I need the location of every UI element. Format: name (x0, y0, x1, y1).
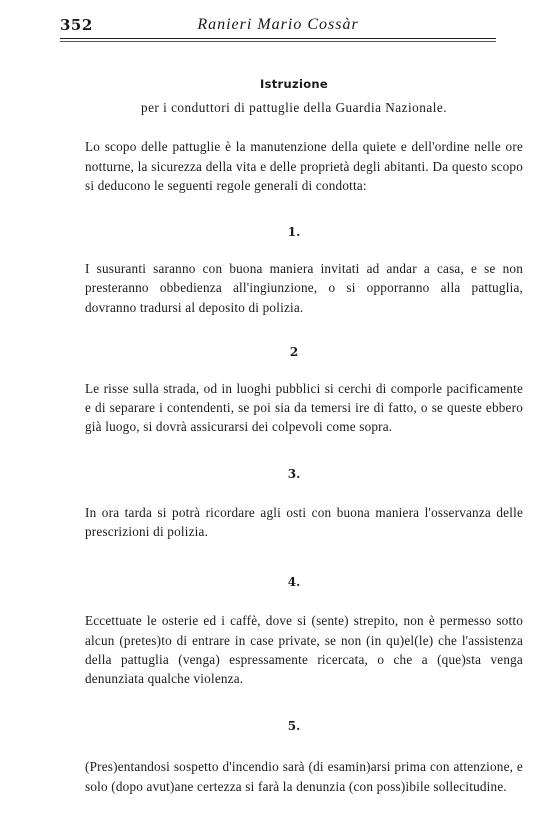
document-subtitle: per i conduttori di pattuglie della Guardia Nazionale. (140, 100, 448, 116)
page-number: 352 (60, 16, 93, 34)
intro-paragraph: Lo scopo delle pattuglie è la manutenzione della quiete e dell'ordine nelle ore notturne, la sicurezza della vita e delle proprietà degli abitanti. Da questo scopo si deducono le seguenti regole generali di condotta: (85, 139, 523, 193)
header-rule (60, 38, 496, 39)
rule-text: In ora tarda si potrà ricordare agli osti con buona maniera l'osservanza delle prescrizioni di polizia. (85, 504, 523, 540)
page-body (85, 75, 523, 796)
page-header (60, 14, 496, 36)
running-title: Ranieri Mario Cossàr (197, 16, 359, 33)
rule-text: Le risse sulla strada, od in luoghi pubblici si cerchi di comporle pacificamente e di separare i contendenti, se poi sia da temersi ire di fatto, o se queste ebbero già luogo, si dovrà assicurarsi dei colpevoli come sopra. (85, 381, 523, 435)
rule-text: Eccettuate le osterie ed i caffè, dove si (sente) strepito, non è permesso sotto alcun (pretes)to di entrare in case private, se non (in qu)el(le) che l'assistenza della pattuglia (venga) espressamente ricercata, o che a (que)sta venga denunziata qualche violenza. (85, 613, 523, 687)
header-rule-thin (60, 41, 496, 42)
rule-number: 5. (287, 719, 301, 734)
rule-number: 4. (287, 575, 301, 590)
rule-number: 2 (289, 344, 299, 359)
rule-number: 1. (287, 225, 301, 240)
rule-text: (Pres)entandosi sospetto d'incendio sarà (di esamin)arsi prima con attenzione, e solo (dopo avut)ane certezza si farà la denunzia (con poss)ibile sollecitudine. (85, 759, 523, 794)
rule-text: I susuranti saranno con buona maniera invitati ad andar a casa, e se non presteranno obbedienza all'ingiunzione, o si opporranno alla pattuglia, dovranno tradursi al deposito di polizia. (85, 261, 523, 315)
rule-number: 3. (287, 466, 301, 481)
document-title: Istruzione (259, 77, 328, 91)
